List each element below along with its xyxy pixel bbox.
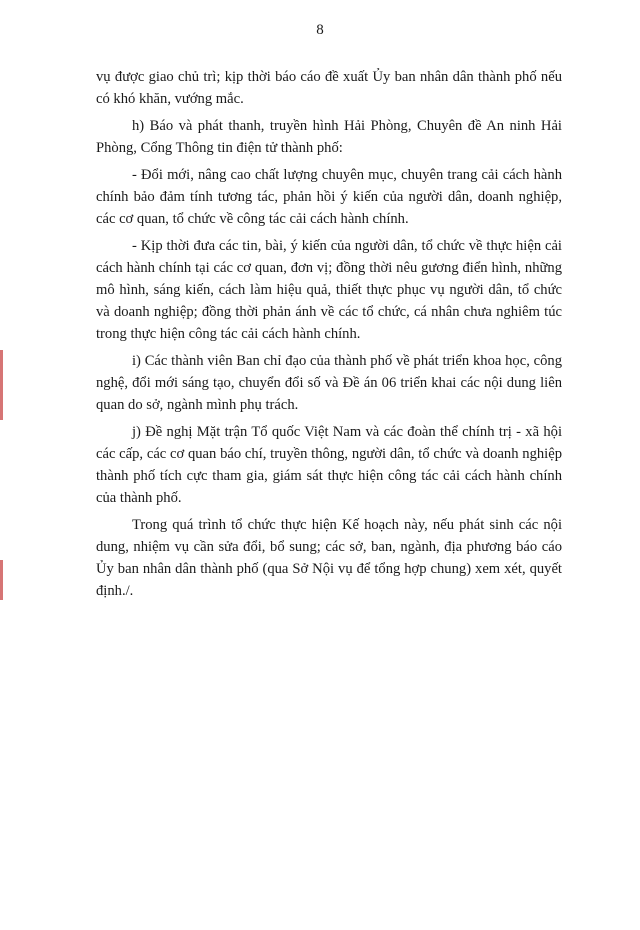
paragraph-continuation: vụ được giao chủ trì; kịp thời báo cáo đề xuất Ủy ban nhân dân thành phố nếu có khó khăn, vướng mắc. xyxy=(96,69,562,107)
page-number: 8 xyxy=(316,22,324,38)
paragraph-item-h: h) Báo và phát thanh, truyền hình Hải Phòng, Chuyên đề An ninh Hải Phòng, Cổng Thông tin điện tử thành phố: xyxy=(96,118,562,156)
document-body xyxy=(96,66,562,607)
scan-edge-mark-bottom xyxy=(0,560,3,600)
paragraph-item-j: j) Đề nghị Mặt trận Tổ quốc Việt Nam và các đoàn thể chính trị - xã hội các cấp, các cơ quan báo chí, truyền thông, người dân, tổ chức và doanh nghiệp thành phố tích cực tham gia, giám sát thực hiện công tác cải cách hành chính của thành phố. xyxy=(96,424,562,506)
paragraph-item-i: i) Các thành viên Ban chỉ đạo của thành phố về phát triển khoa học, công nghệ, đổi mới sáng tạo, chuyển đổi số và Đề án 06 triển khai các nội dung liên quan do sở, ngành mình phụ trách. xyxy=(96,353,562,413)
paragraph-bullet-2: - Kịp thời đưa các tin, bài, ý kiến của người dân, tổ chức về thực hiện cải cách hành chính tại các cơ quan, đơn vị; đồng thời nêu gương điển hình, những mô hình, sáng kiến, cách làm hiệu quả, thiết thực phục vụ người dân, tổ chức và doanh nghiệp; đồng thời phản ánh về các tổ chức, cá nhân chưa nghiêm túc trong thực hiện công tác cải cách hành chính. xyxy=(96,238,562,342)
paragraph-bullet-1: - Đổi mới, nâng cao chất lượng chuyên mục, chuyên trang cải cách hành chính bảo đảm tính tương tác, phản hồi ý kiến của người dân, doanh nghiệp, các cơ quan, tổ chức về công tác cải cách hành chính. xyxy=(96,167,562,227)
scan-edge-mark-top xyxy=(0,350,3,420)
paragraph-closing: Trong quá trình tổ chức thực hiện Kế hoạch này, nếu phát sinh các nội dung, nhiệm vụ cần sửa đổi, bổ sung; các sở, ban, ngành, địa phương báo cáo Ủy ban nhân dân thành phố (qua Sở Nội vụ để tổng hợp chung) xem xét, quyết định./. xyxy=(96,517,562,599)
